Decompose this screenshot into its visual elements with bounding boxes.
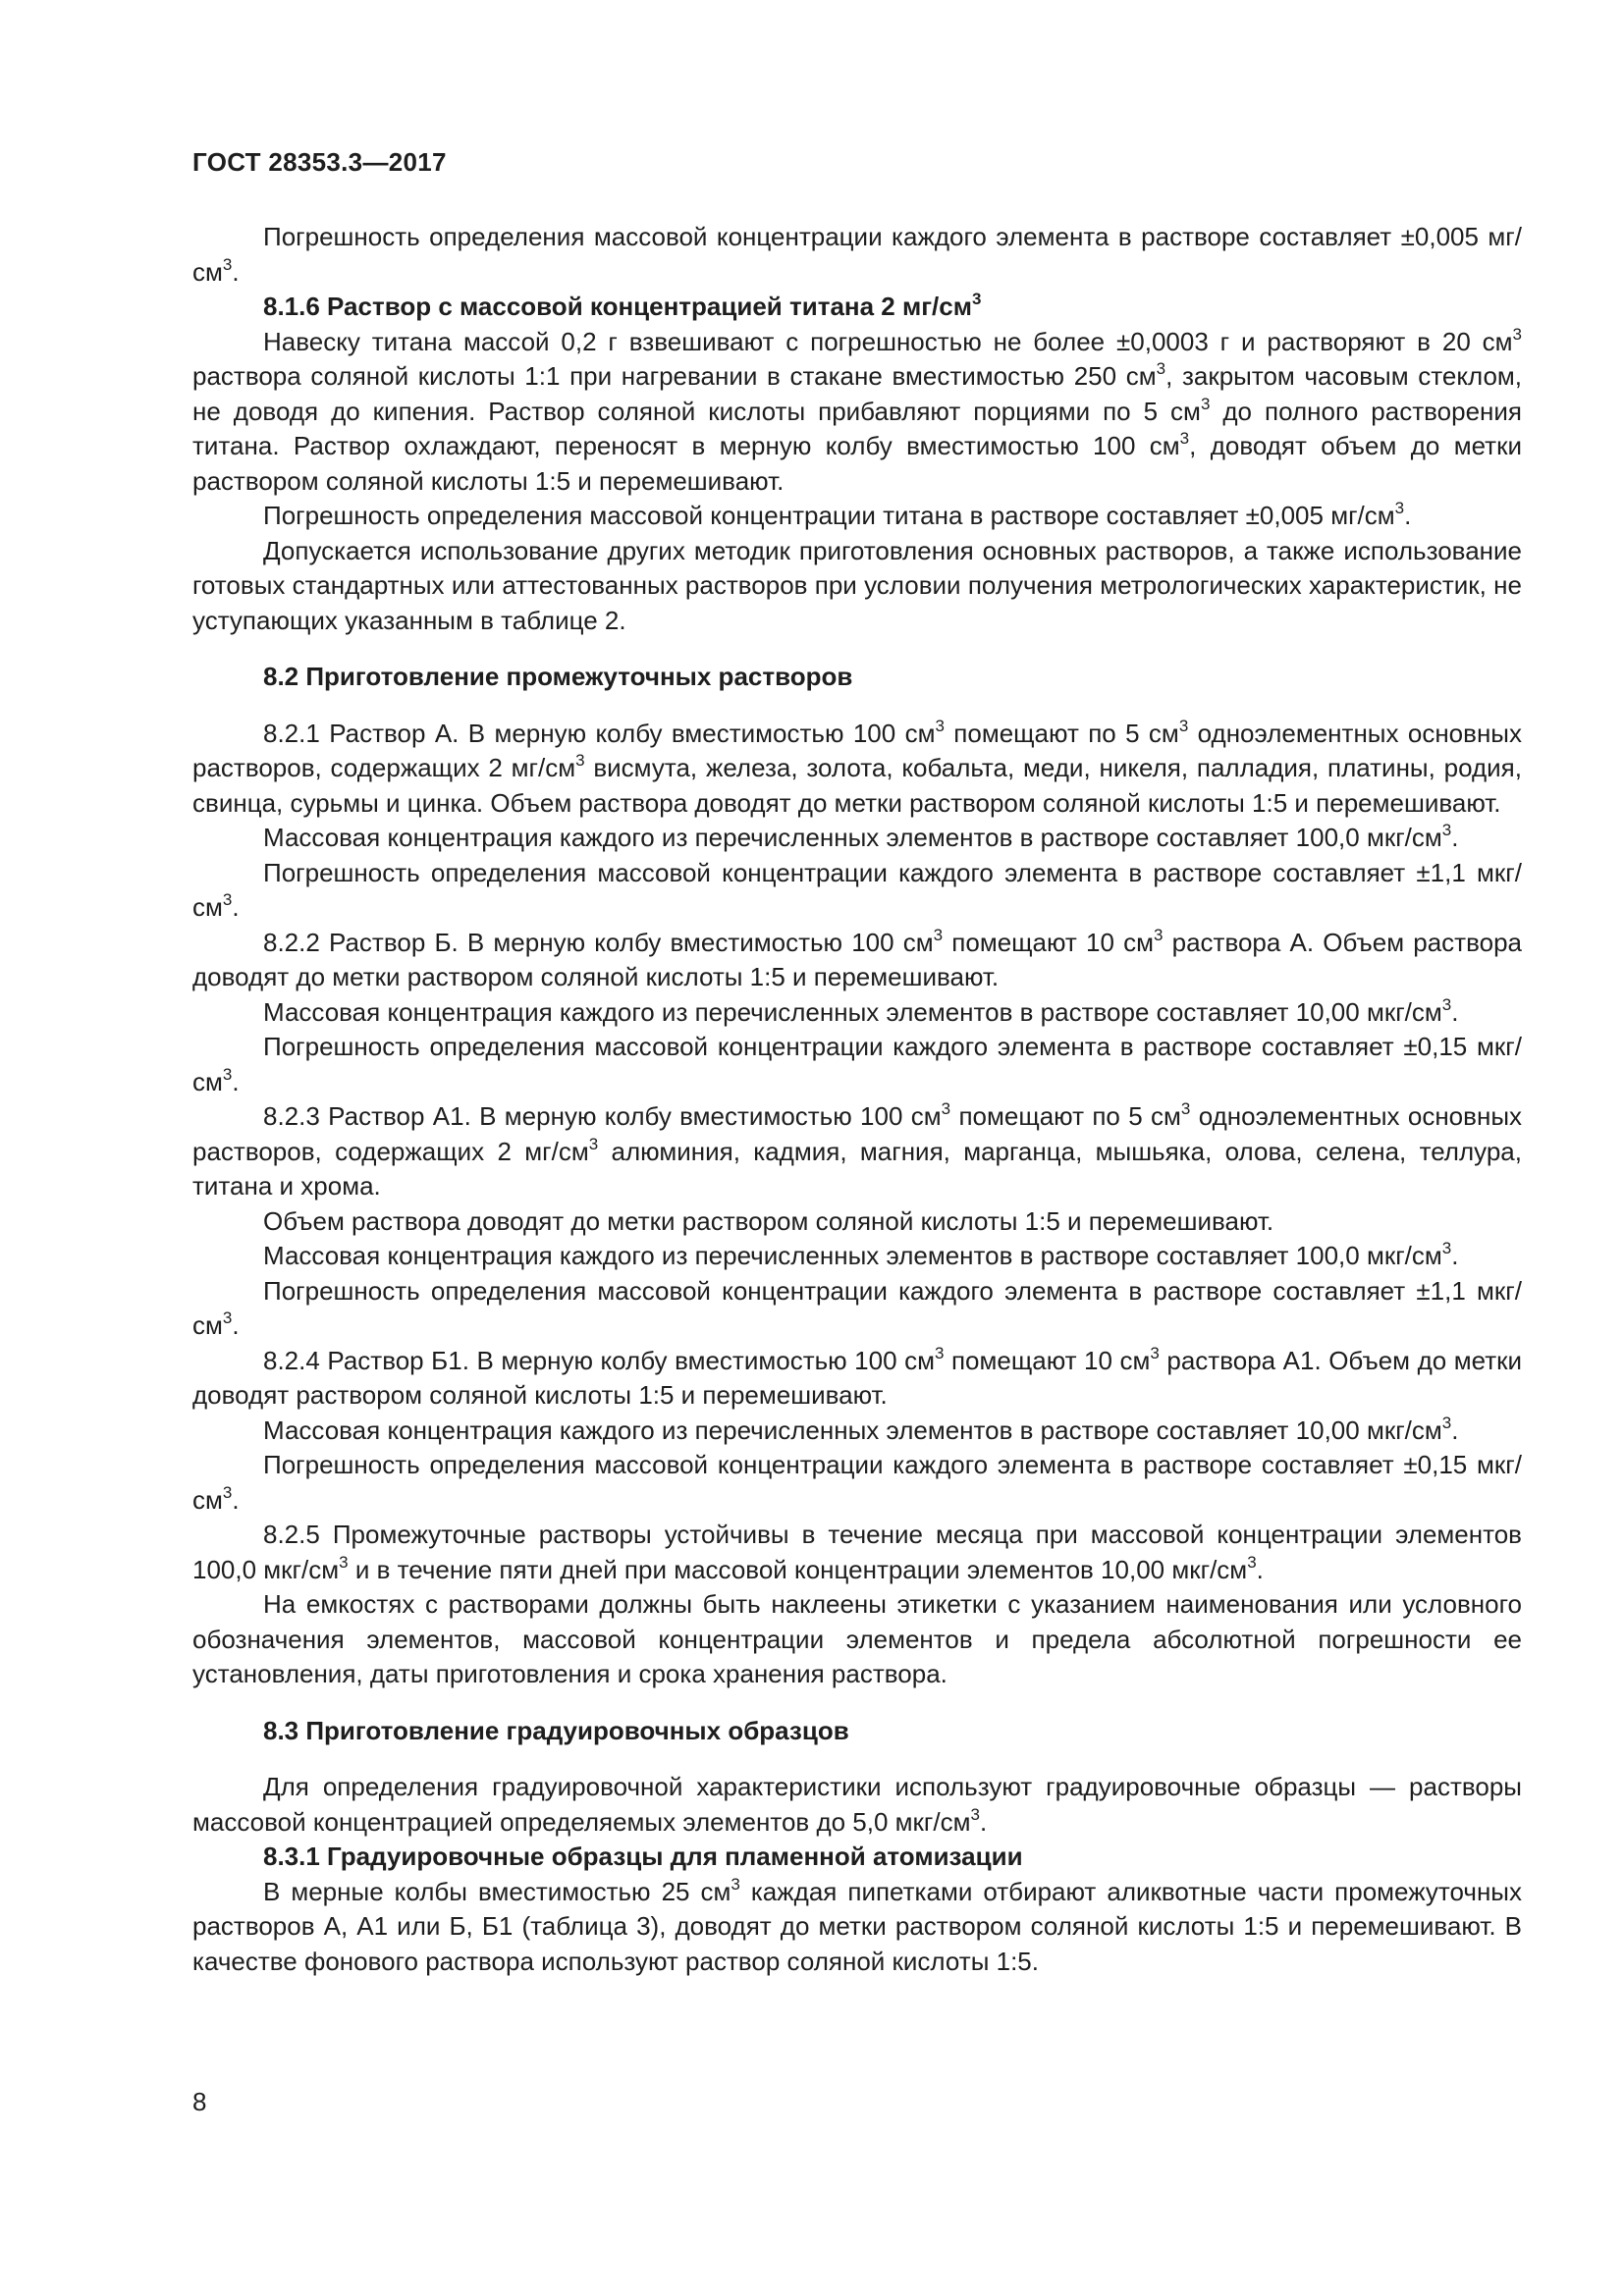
superscript: 3	[1180, 1099, 1191, 1118]
text-run: Массовая концентрация каждого из перечисленных элементов в растворе составляет 100,0 мкг/см	[263, 1241, 1442, 1270]
text-run: Погрешность определения массовой концентрации каждого элемента в растворе составляет ±0,15 мкг/см	[192, 1032, 1522, 1096]
text-run: Объем раствора доводят до метки раствором соляной кислоты 1:5 и перемешивают.	[263, 1205, 1274, 1236]
text-run: .	[1451, 1415, 1459, 1445]
text-run: раствора соляной кислоты 1:1 при нагревании в стакане вместимостью 250 см	[192, 361, 1157, 391]
text-run: одноэлементных основных растворов, содержащих 2 мг/см	[192, 1101, 1523, 1166]
text-run: , доводят объем до метки раствором соляной кислоты 1:5 и перемешивают.	[192, 431, 1522, 496]
text-run: Допускается использование других методик приготовления основных растворов, а также использование готовых стандартных или аттестованных растворов при условии получения метрологических характеристик, не уступающих указанным в таблице 2.	[192, 535, 1522, 635]
text-run: и в течение пяти дней при массовой концентрации элементов 10,00 мкг/см	[348, 1554, 1248, 1584]
paragraph	[192, 1344, 1522, 1414]
text-run: помещают 10 см	[943, 927, 1154, 957]
text-run: .	[1256, 1554, 1264, 1584]
page-number: 8	[192, 2087, 207, 2116]
text-run: На емкостях с растворами должны быть наклеены этикетки с указанием наименования или условного обозначения элементов, массовой концентрации элементов и предела абсолютной погрешности ее установления, даты приготовления и срока хранения раствора.	[192, 1589, 1522, 1688]
superscript: 3	[222, 1308, 233, 1327]
text-run: 8.2.4 Раствор Б1. В мерную колбу вместимостью 100 см	[263, 1345, 935, 1375]
paragraph	[192, 1518, 1522, 1587]
superscript: 3	[731, 1874, 740, 1894]
text-run: одноэлементных основных растворов, содержащих 2 мг/см	[192, 718, 1522, 782]
text-run: алюминия, кадмия, магния, марганца, мышьяка, олова, селена, теллура, титана и хрома.	[192, 1136, 1522, 1201]
superscript: 3	[1512, 324, 1522, 344]
paragraph	[192, 821, 1522, 856]
paragraph	[192, 220, 1522, 290]
text-run: помещают по 5 см	[950, 1101, 1181, 1131]
text-run: , закрытом часовым стеклом, не доводя до кипения. Раствор соляной кислоты прибавляют порциями по 5 см	[192, 361, 1523, 426]
text-run: .	[232, 1484, 240, 1515]
text-run: .	[1404, 501, 1412, 530]
superscript: 3	[588, 1134, 599, 1153]
text-run: Погрешность определения массовой концентрации каждого элемента в растворе составляет ±0,005 мг/см	[192, 222, 1522, 287]
text-run: .	[1451, 1241, 1459, 1270]
paragraph	[192, 1204, 1522, 1240]
superscript: 3	[933, 925, 944, 944]
paragraph	[192, 1414, 1522, 1449]
text-run: .	[1451, 823, 1459, 852]
spacer	[192, 1748, 1522, 1770]
superscript: 3	[339, 1552, 349, 1572]
spacer	[192, 695, 1522, 717]
text-run: Массовая концентрация каждого из перечисленных элементов в растворе составляет 100,0 мкг/см	[263, 823, 1442, 852]
section-heading	[192, 660, 1522, 695]
superscript: 3	[1179, 429, 1190, 448]
paragraph	[192, 1274, 1522, 1344]
text-run: 8.1.6 Раствор с массовой концентрацией титана 2 мг/см	[263, 292, 972, 321]
text-run: Навеску титана массой 0,2 г взвешивают с погрешностью не более ±0,0003 г и растворяют в 20 см	[263, 326, 1513, 356]
superscript: 3	[1441, 1239, 1452, 1257]
subsection-heading	[192, 290, 1522, 325]
superscript: 3	[222, 1064, 233, 1084]
spacer	[192, 1692, 1522, 1714]
paragraph	[192, 1239, 1522, 1274]
text-run: В мерные колбы вместимостью 25 см	[263, 1876, 731, 1906]
paragraph	[192, 1587, 1522, 1692]
superscript: 3	[222, 1482, 233, 1502]
paragraph	[192, 856, 1522, 926]
text-run: 8.2.5 Промежуточные растворы устойчивы в течение месяца при массовой концентрации элементов 100,0 мкг/см	[192, 1520, 1522, 1584]
text-run: .	[232, 1310, 240, 1340]
document-body	[192, 220, 1522, 1979]
superscript: 3	[935, 716, 945, 735]
superscript: 3	[1156, 359, 1166, 378]
superscript: 3	[970, 1804, 980, 1824]
paragraph	[192, 325, 1522, 500]
superscript: 3	[1153, 925, 1164, 944]
paragraph	[192, 534, 1522, 639]
text-run: до полного растворения титана. Раствор охлаждают, переносят в мерную колбу вместимостью 100 см	[192, 396, 1522, 460]
document-header: ГОСТ 28353.3—2017	[192, 147, 447, 177]
superscript: 3	[222, 254, 233, 274]
text-run: Массовая концентрация каждого из перечисленных элементов в растворе составляет 10,00 мкг/см	[263, 996, 1442, 1027]
text-run: .	[232, 1066, 240, 1096]
text-run: 8.2.1 Раствор А. В мерную колбу вместимостью 100 см	[263, 718, 936, 748]
text-run: 8.3.1 Градуировочные образцы для пламенной атомизации	[263, 1842, 1023, 1871]
paragraph	[192, 1875, 1522, 1980]
paragraph	[192, 995, 1522, 1031]
superscript: 3	[575, 751, 585, 770]
superscript: 3	[1200, 394, 1211, 413]
text-run: раствора А1. Объем до метки доводят раствором соляной кислоты 1:5 и перемешивают.	[192, 1345, 1523, 1410]
text-run: Погрешность определения массовой концентрации титана в растворе составляет ±0,005 мг/см	[263, 501, 1395, 530]
paragraph	[192, 1448, 1522, 1518]
superscript: 3	[1178, 716, 1189, 735]
text-run: Для определения градуировочной характеристики используют градуировочные образцы — растворы массовой концентрацией определяемых элементов до 5,0 мкг/см	[192, 1772, 1522, 1837]
superscript: 3	[1441, 1413, 1452, 1432]
paragraph	[192, 926, 1522, 995]
paragraph	[192, 499, 1522, 534]
superscript: 3	[971, 290, 982, 308]
subsection-heading	[192, 1840, 1522, 1875]
section-heading	[192, 1714, 1522, 1749]
superscript: 3	[222, 890, 233, 909]
text-run: висмута, железа, золота, кобальта, меди, никеля, палладия, платины, родия, свинца, сурьмы и цинка. Объем раствора доводят до метки раствором соляной кислоты 1:5 и перемешивают.	[192, 753, 1522, 818]
spacer	[192, 638, 1522, 660]
paragraph	[192, 717, 1522, 822]
text-run: 8.2.2 Раствор Б. В мерную колбу вместимостью 100 см	[263, 927, 934, 957]
text-run: .	[232, 892, 240, 922]
paragraph	[192, 1030, 1522, 1099]
paragraph	[192, 1770, 1522, 1840]
paragraph	[192, 1099, 1522, 1204]
text-run: Погрешность определения массовой концентрации каждого элемента в растворе составляет ±1,1 мкг/см	[192, 1275, 1522, 1340]
superscript: 3	[941, 1099, 951, 1118]
text-run: .	[1451, 996, 1459, 1027]
text-run: помещают 10 см	[944, 1345, 1151, 1375]
text-run: каждая пипетками отбирают аликвотные части промежуточных растворов А, А1 или Б, Б1 (таблица 3), доводят до метки раствором соляной кислоты 1:5 и перемешивают. В качестве фонового раствора используют раствор соляной кислоты 1:5.	[192, 1876, 1522, 1976]
text-run: Погрешность определения массовой концентрации каждого элемента в растворе составляет ±0,15 мкг/см	[192, 1450, 1522, 1515]
superscript: 3	[934, 1343, 945, 1362]
text-run: помещают по 5 см	[944, 718, 1179, 748]
text-run: .	[979, 1806, 988, 1837]
superscript: 3	[1441, 821, 1452, 839]
superscript: 3	[1441, 994, 1452, 1014]
text-run: 8.2 Приготовление промежуточных растворов	[263, 662, 853, 691]
text-run: Массовая концентрация каждого из перечисленных элементов в растворе составляет 10,00 мкг/см	[263, 1415, 1442, 1445]
superscript: 3	[1247, 1552, 1257, 1572]
text-run: раствора А. Объем раствора доводят до метки раствором соляной кислоты 1:5 и перемешивают.	[192, 927, 1522, 991]
text-run: 8.2.3 Раствор А1. В мерную колбу вместимостью 100 см	[263, 1101, 942, 1131]
text-run: .	[232, 256, 240, 287]
superscript: 3	[1150, 1343, 1160, 1362]
text-run: Погрешность определения массовой концентрации каждого элемента в растворе составляет ±1,1 мкг/см	[192, 857, 1522, 922]
superscript: 3	[1394, 499, 1405, 517]
text-run: 8.3 Приготовление градуировочных образцов	[263, 1715, 849, 1745]
